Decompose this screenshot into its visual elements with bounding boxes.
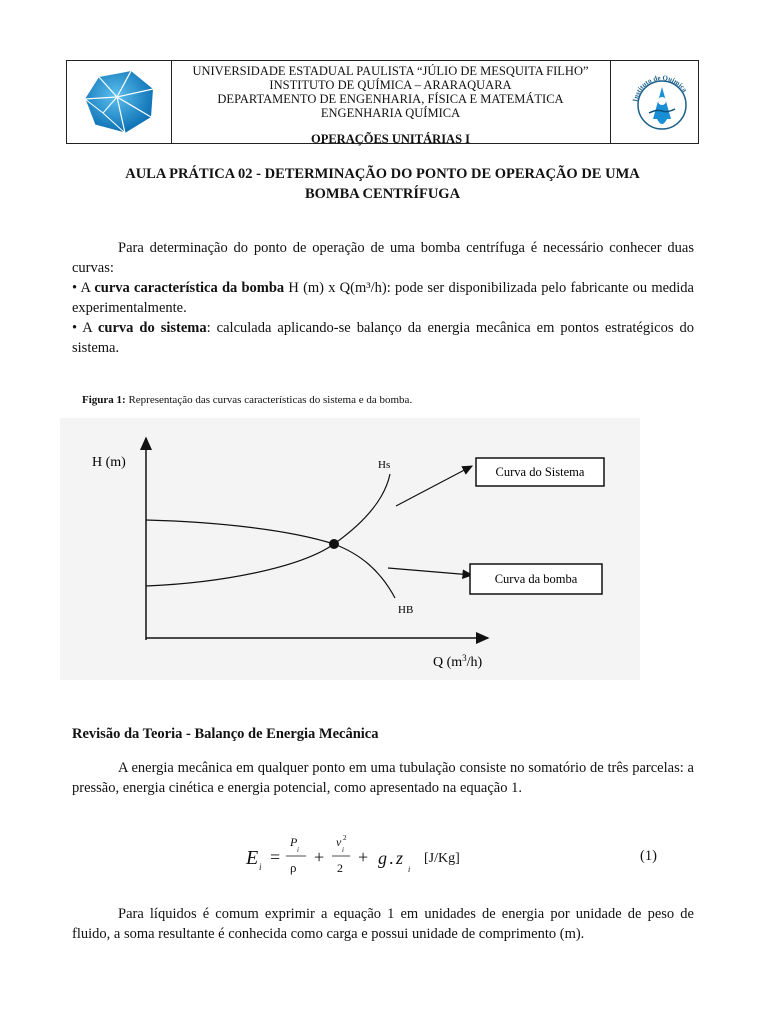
- logo-ring-text: Instituto de Química: [631, 73, 689, 103]
- bullet-pump-curve: • A curva característica da bomba H (m) x Q(m³/h): pode ser disponibilizada pelo fabricante ou medida experimentalmente.: [72, 280, 694, 316]
- energy-equation: [240, 830, 680, 880]
- page-title: [66, 164, 699, 204]
- svg-text:+: +: [358, 847, 369, 867]
- y-axis-label: H (m): [92, 455, 126, 470]
- svg-text:v: v: [336, 835, 342, 849]
- svg-text:P: P: [290, 835, 298, 849]
- svg-text:2: 2: [337, 861, 343, 875]
- svg-text:2: 2: [343, 834, 347, 842]
- header-box: [66, 60, 699, 144]
- bullet-system-curve: • A curva do sistema: calculada aplicando-se balanço da energia mecânica em pontos estratégicos do sistema.: [72, 320, 694, 356]
- equation-units: [J/Kg]: [424, 851, 460, 866]
- svg-text:g: g: [378, 848, 387, 868]
- theory-paragraph-2: Para líquidos é comum exprimir a equação 1 em unidades de energia por unidade de peso de fluido, a soma resultante é conhecida como carga e possui unidade de comprimento (m).: [72, 906, 694, 942]
- institute-name: INSTITUTO DE QUÍMICA – ARARAQUARA: [269, 78, 512, 92]
- department-name: DEPARTAMENTO DE ENGENHARIA, FÍSICA E MATEMÁTICA: [217, 92, 564, 106]
- svg-text:z: z: [396, 848, 404, 868]
- hb-label: HB: [398, 604, 414, 616]
- operating-point: [329, 539, 339, 549]
- theory-paragraph-1: A energia mecânica em qualquer ponto em uma tubulação consiste no somatório de três parcelas: a pressão, energia cinética e energia potencial, como apresentado na equação 1.: [72, 760, 694, 796]
- hs-label: Hs: [378, 459, 391, 471]
- equation-number: (1): [640, 848, 657, 864]
- x-axis-label: Q $(m^3/h)$: [433, 653, 483, 670]
- pump-curve-box-label: Curva da bomba: [494, 572, 578, 586]
- svg-text:i: i: [342, 846, 344, 854]
- chemistry-institute-logo: [627, 67, 697, 139]
- svg-text:ρ: ρ: [290, 860, 297, 875]
- system-curve-box-label: Curva do Sistema: [495, 465, 585, 479]
- header-text: [171, 64, 610, 146]
- svg-text:.: .: [389, 848, 394, 868]
- university-name: UNIVERSIDADE ESTADUAL PAULISTA “JÚLIO DE MESQUITA FILHO”: [192, 64, 589, 78]
- section-heading: Revisão da Teoria - Balanço de Energia Mecânica: [72, 726, 379, 742]
- svg-text:i: i: [408, 865, 411, 874]
- unesp-logo: [79, 67, 159, 137]
- svg-text:=: =: [270, 847, 281, 867]
- title-line-2: BOMBA CENTRÍFUGA: [304, 186, 461, 202]
- program-name: ENGENHARIA QUÍMICA: [320, 106, 461, 120]
- title-line-1: AULA PRÁTICA 02 - DETERMINAÇÃO DO PONTO DE OPERAÇÃO DE UMA: [125, 166, 640, 182]
- svg-text:i: i: [297, 846, 299, 854]
- pump-system-curve-figure: [60, 418, 640, 680]
- system-curve-term: curva do sistema: [97, 320, 207, 336]
- intro-paragraph: Para determinação do ponto de operação de uma bomba centrífuga é necessário conhecer duas curvas:: [72, 240, 694, 276]
- svg-text:+: +: [314, 847, 325, 867]
- figure-caption: Figura 1: Representação das curvas características do sistema e da bomba.: [82, 394, 413, 406]
- svg-text:i: i: [259, 862, 262, 872]
- pump-curve-term: curva característica da bomba: [94, 280, 285, 296]
- course-name: OPERAÇÕES UNITÁRIAS I: [310, 132, 471, 146]
- svg-text:E: E: [246, 847, 259, 869]
